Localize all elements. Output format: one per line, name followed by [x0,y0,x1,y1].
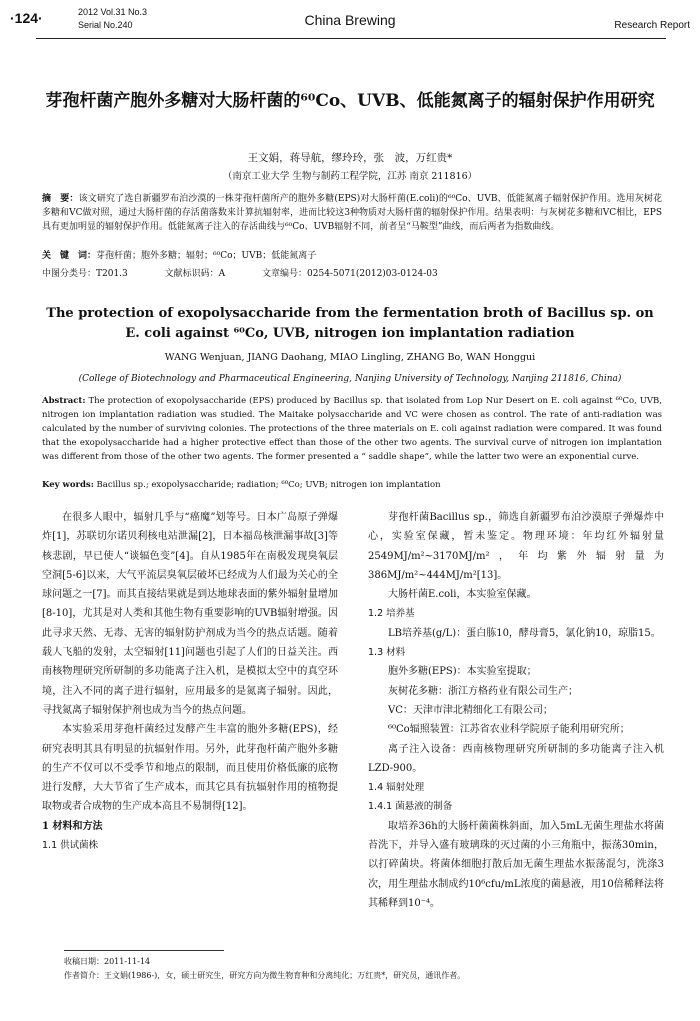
body-right-column [368,508,664,913]
page-number: ·124· [10,10,43,26]
abstract-cn-label: 摘 要： [42,194,79,204]
body-paragraph: LB培养基(g/L)：蛋白胨10，酵母膏5，氯化钠10，琼脂15。 [388,627,661,639]
author-bio: 作者简介：王文娟(1986-)，女，硕士研究生，研究方向为微生物育种和分离纯化；万红贵*，研究员，通讯作者。 [64,971,466,980]
serial-line: Serial No.240 [78,20,133,30]
section-heading: 1.4.1 菌悬液的制备 [368,801,453,813]
article-number: 文章编号：0254-5071(2012)03-0124-03 [262,269,438,279]
keywords-en [42,480,662,490]
volume-line: 2012 Vol.31 No.3 [78,7,148,17]
header-rule [36,38,666,39]
section-heading: 1.1 供试菌株 [42,840,99,852]
body-paragraph: 在很多人眼中，辐射几乎与“癌魔”划等号。日本广岛原子弹爆炸[1]，苏联切尔诺贝利核电站泄漏[2]，日本福岛核泄漏事故[3]等核悲剧，早已使人“谈辐色变”[4]。自从1985年在南极发现臭氧层空洞[5-6]以来，大气平流层臭氧层破坏已经成为人们最为关心的全球问题之一[7]。而其直接结果就是到达地球表面的紫外辐射量增加[8-10]，尤其是对人类和其他生物有重要影响的UVB辐射增强。因此寻求天然、无毒、无害的辐射防护剂成为当今的热点话题。随着载人飞船的发射，太空辐射[11]问题也引起了人们的日益关注。西南核物理研究所研制的多功能离子注入机，是模拟太空中的真空环境，注入不同的离子进行辐射，应用最多的是氮离子辐射。因此，寻找氮离子辐射保护剂也成为当今的热点问题。 [42,512,338,716]
title-en: The protection of exopolysaccharide from the fermentation broth of Bacillus sp. on E. coli against ⁶⁰Co, UVB, nitrogen ion implantation radiation [46,306,654,341]
body-left-column [42,508,338,855]
body-paragraph: 胞外多糖(EPS)：本实验室提取； [388,666,537,678]
keywords-cn-text: 芽孢杆菌；胞外多糖；辐射；⁶⁰Co；UVB；低能氮离子 [96,251,317,261]
abstract-en-text: The protection of exopolysaccharide (EPS) produced by Bacillus sp. that isolated from Lop Nur Desert on E. coli against ⁶⁰Co, UVB, nitrogen ion implantation radiation was studied. The Maitake polysaccharide and VC were chosen as control. The rate of anti-radiation was calculated by the number of surviving colonies. The protections of the three materials on E. coli against radiation were compared. It was found that the exopolysaccharide had a higher protective effect than those of the other two agents. The survival curve of nitrogen ion implantation was different from those of the other two agents. The former presented a “ saddle shape”, while the latter two were an exponential curve. [42,396,662,462]
received-date: 收稿日期：2011-11-14 [64,957,151,966]
keywords-en-label: Key words: [42,480,94,490]
body-paragraph: 取培养36h的大肠杆菌菌株斜面，加入5mL无菌生理盐水将菌苔洗下，并导入盛有玻璃珠的灭过菌的小三角瓶中，振荡30min，以打碎菌块。将菌体细胞打散后加无菌生理盐水振荡混匀，洗涤3次，用生理盐水制成约10⁶cfu/mL浓度的菌悬液，用10倍稀释法将其稀释到10⁻⁴。 [368,820,664,909]
body-paragraph: 灰树花多糖：浙江方格药业有限公司生产； [388,685,578,697]
footnote-rule [64,950,224,951]
body-paragraph: ⁶⁰Co辐照装置：江苏省农业科学院原子能利用研究所； [388,724,630,736]
authors-cn: 王文娟，蒋导航，缪玲玲，张 波，万红贵* [247,152,453,164]
article-meta-cn [42,266,662,279]
abstract-en [42,394,662,464]
abstract-cn [42,192,662,234]
affiliation-en: (College of Biotechnology and Pharmaceutical Engineering, Nanjing University of Technology, Nanjing 211816, China) [78,374,622,384]
keywords-cn [42,248,662,261]
section-heading: 1.2 培养基 [368,608,415,620]
authors-en: WANG Wenjuan, JIANG Daohang, MIAO Lingling, ZHANG Bo, WAN Honggui [164,352,536,363]
title-cn: 芽孢杆菌产胞外多糖对大肠杆菌的⁶⁰Co、UVB、低能氮离子的辐射保护作用研究 [45,91,655,111]
clc-number: 中图分类号：T201.3 [42,269,128,279]
body-paragraph: 离子注入设备：西南核物理研究所研制的多功能离子注入机LZD-900。 [368,743,664,774]
abstract-en-label: Abstract: [42,396,86,406]
section-heading: 1.3 材料 [368,647,406,659]
keywords-cn-label: 关 键 词： [42,251,97,261]
abstract-cn-text: 该文研究了选自新疆罗布泊沙漠的一株芽孢杆菌所产的胞外多糖(EPS)对大肠杆菌(E.coli)的⁶⁰Co、UVB、低能氮离子辐射保护作用。选用灰树花多糖和VC做对照，通过大肠杆菌的存活菌落数来计算抗辐射率，进而比较这3种物质对大肠杆菌的辐射保护作用。结果表明：与灰树花多糖和VC相比，EPS具有更加明显的辐射保护作用。低能氮离子注入的存活曲线与⁶⁰Co、UVB辐射不同，前者呈“马鞍型”曲线，而后两者为指数曲线。 [42,194,662,232]
body-paragraph: 本实验采用芽孢杆菌经过发酵产生丰富的胞外多糖(EPS)，经研究表明其具有明显的抗辐射作用。另外，此芽孢杆菌产胞外多糖的生产不仅可以不受季节和地点的限制，而且使用价格低廉的底物进行发酵，大大节省了生产成本，而其它具有抗辐射作用的植物提取物或者合成物的生产成本高且不易制得[12]。 [42,724,338,813]
section-heading: 1 材料和方法 [42,820,103,832]
volume-info [78,6,228,32]
section-name: Research Report [614,20,690,31]
body-paragraph: 芽孢杆菌Bacillus sp.，筛选自新疆罗布泊沙漠原子弹爆炸中心，实验室保藏，暂未鉴定。物理环境：年均红外辐射量2549MJ/m²~3170MJ/m²，年均紫外辐射量为386MJ/m²~444MJ/m²[13]。 [368,512,664,581]
journal-name: China Brewing [304,12,396,28]
document-code: 文献标识码：A [164,269,226,279]
section-heading: 1.4 辐射处理 [368,782,425,794]
body-paragraph: VC：天津市津北精细化工有限公司； [388,704,553,716]
affiliation-cn: （南京工业大学 生物与制药工程学院，江苏 南京 211816） [222,171,478,182]
body-paragraph: 大肠杆菌E.coli，本实验室保藏。 [388,589,537,601]
keywords-en-text: Bacillus sp.; exopolysaccharide; radiation; ⁶⁰Co; UVB; nitrogen ion implantation [96,480,441,490]
